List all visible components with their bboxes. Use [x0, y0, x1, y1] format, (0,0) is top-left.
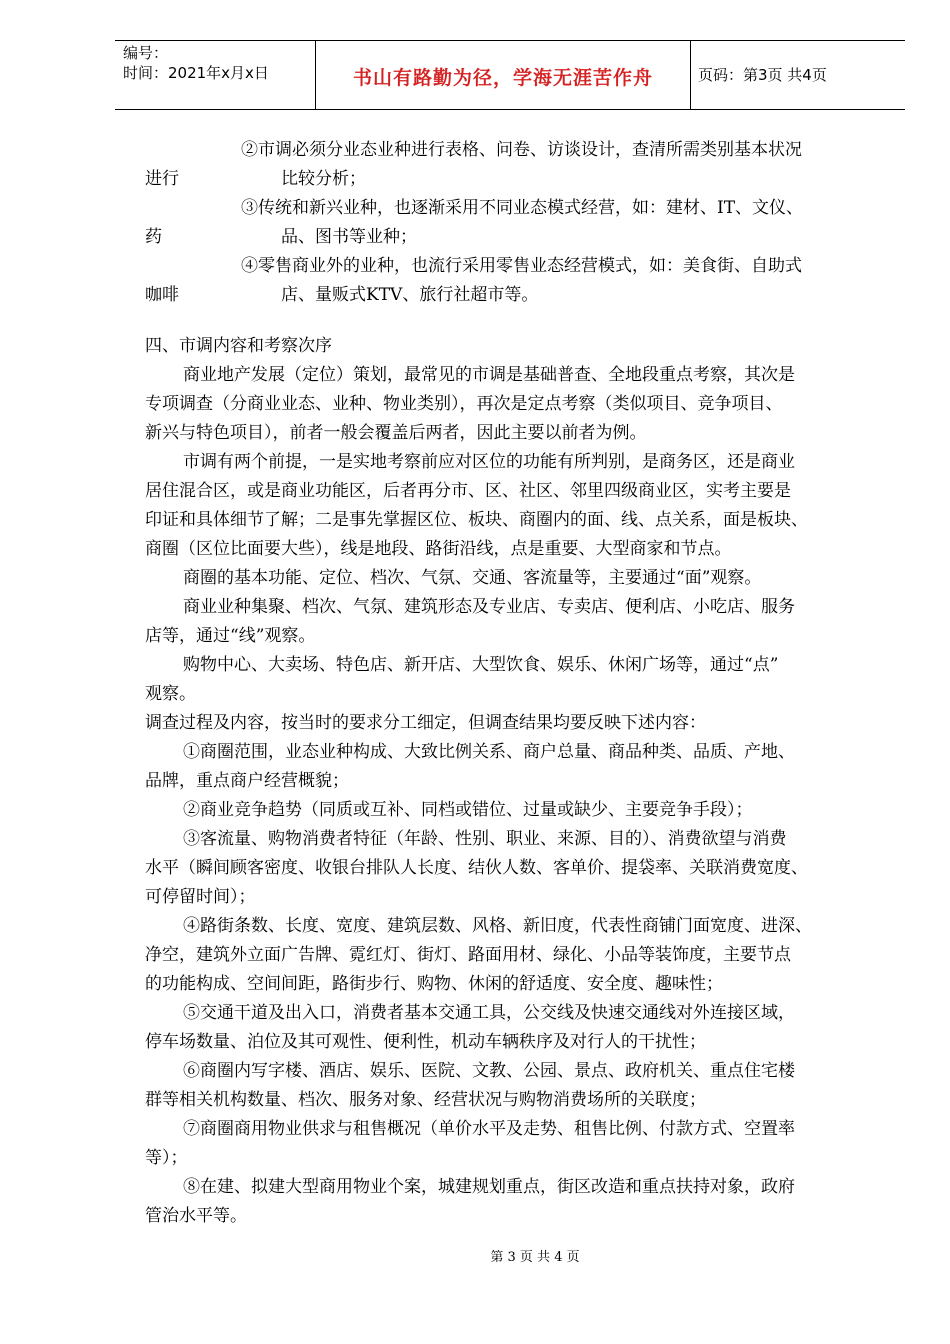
list-item-hanging-line [145, 281, 875, 310]
text-line: 购物中心、大卖场、特色店、新开店、大型饮食、娱乐、休闲广场等，通过“点” [183, 655, 779, 675]
text-line: 专项调查（分商业业态、业种、物业类别），再次是定点考察（类似项目、竞争项目、 [145, 394, 783, 414]
motto-text: 书山有路勤为径，学海无涯苦作舟 [352, 67, 653, 89]
page-footer [0, 1246, 950, 1265]
page-header [115, 40, 905, 110]
list-item-hanging-line [145, 165, 875, 194]
text-line: 管治水平等。 [145, 1206, 247, 1226]
header-meta-cell [115, 41, 315, 109]
text-line: 群等相关机构数量、档次、服务对象、经营状况与购物消费场所的关联度； [145, 1090, 706, 1110]
text-line: ②商业竞争趋势（同质或互补、同档或错位、过量或缺少、主要竞争手段）； [183, 800, 753, 820]
text-line: 商业业种集聚、档次、气氛、建筑形态及专业店、专卖店、便利店、小吃店、服务 [183, 597, 795, 617]
list-item-first-line: ②市调必须分业态业种进行表格、问卷、访谈设计，查清所需类别基本状况 [241, 140, 802, 160]
text-line: ⑤交通干道及出入口，消费者基本交通工具，公交线及快速交通线对外连接区域， [183, 1003, 795, 1023]
list-item-hang-word: 进行 [145, 169, 179, 189]
text-line: 市调有两个前提，一是实地考察前应对区位的功能有所判别，是商务区，还是商业 [183, 452, 795, 472]
list-item-rest: 品、图书等业种； [281, 227, 417, 247]
text-line: ⑥商圈内写字楼、酒店、娱乐、医院、文教、公园、景点、政府机关、重点住宅楼 [183, 1061, 795, 1081]
text-line: 居住混合区，或是商业功能区，后者再分市、区、社区、邻里四级商业区，实考主要是 [145, 481, 791, 501]
text-line: 商圈（区位比面要大些），线是地段、路街沿线，点是重要、大型商家和节点。 [145, 539, 732, 559]
text-line: 水平（瞬间顾客密度、收银台排队人长度、结伙人数、客单价、提袋率、关联消费宽度、 [145, 858, 808, 878]
text-line: 可停留时间）； [145, 887, 256, 907]
text-line: 观察。 [145, 684, 196, 704]
text-line: 品牌，重点商户经营概貌； [145, 771, 349, 791]
header-motto-cell [315, 41, 691, 109]
list-item-first-line: ④零售商业外的业种，也流行采用零售业态经营模式，如：美食街、自助式 [241, 256, 802, 276]
list-item-hang-word: 药 [145, 227, 162, 247]
footer-page-number: 第 3 页 共 4 页 [490, 1250, 580, 1265]
text-line: ③客流量、购物消费者特征（年龄、性别、职业、来源、目的）、消费欲望与消费 [183, 829, 787, 849]
text-line: 净空，建筑外立面广告牌、霓红灯、街灯、路面用材、绿化、小品等装饰度，主要节点 [145, 945, 791, 965]
list-item-hang-word: 咖啡 [145, 285, 179, 305]
list-item [145, 252, 875, 310]
text-line: 停车场数量、泊位及其可观性、便利性，机动车辆秩序及对行人的干扰性； [145, 1032, 706, 1052]
list-item-rest: 比较分析； [281, 169, 366, 189]
text-line: 等）； [145, 1148, 188, 1168]
text-line: 商业地产发展（定位）策划，最常见的市调是基础普查、全地段重点考察，其次是 [183, 365, 795, 385]
document-body [145, 136, 875, 1231]
text-line: ①商圈范围，业态业种构成、大致比例关系、商户总量、商品种类、品质、产地、 [183, 742, 795, 762]
list-item-rest: 店、量贩式KTV、旅行社超市等。 [281, 285, 539, 305]
text-line: 印证和具体细节了解；二是事先掌握区位、板块、商圈内的面、线、点关系，面是板块、 [145, 510, 808, 530]
list-item [145, 194, 875, 252]
text-line: 店等，通过“线”观察。 [145, 626, 316, 646]
list-item-hanging-line [145, 223, 875, 252]
list-item-first-line: ③传统和新兴业种，也逐渐采用不同业态模式经营，如：建材、IT、文仪、 [241, 198, 804, 218]
section-heading: 四、市调内容和考察次序 [145, 336, 332, 356]
text-line: 商圈的基本功能、定位、档次、气氛、交通、客流量等，主要通过“面”观察。 [183, 568, 762, 588]
text-line: ⑧在建、拟建大型商用物业个案，城建规划重点，街区改造和重点扶持对象，政府 [183, 1177, 795, 1197]
text-line: 的功能构成、空间间距，路街步行、购物、休闲的舒适度、安全度、趣味性； [145, 974, 723, 994]
list-item [145, 136, 875, 194]
doc-number-label: 编号： [123, 44, 169, 62]
text-line: ⑦商圈商用物业供求与租售概况（单价水平及走势、租售比例、付款方式、空置率 [183, 1119, 795, 1139]
text-line: ④路街条数、长度、宽度、建筑层数、风格、新旧度，代表性商铺门面宽度、进深、 [183, 916, 812, 936]
text-line: 调查过程及内容，按当时的要求分工细定，但调查结果均要反映下述内容： [145, 713, 706, 733]
text-line: 新兴与特色项目），前者一般会覆盖后两者，因此主要以前者为例。 [145, 423, 647, 443]
section-body [145, 361, 875, 1231]
header-page-cell [690, 41, 905, 109]
doc-time-label: 时间：2021年x月x日 [123, 64, 269, 82]
header-page-label: 页码：第3页 共4页 [698, 66, 827, 84]
